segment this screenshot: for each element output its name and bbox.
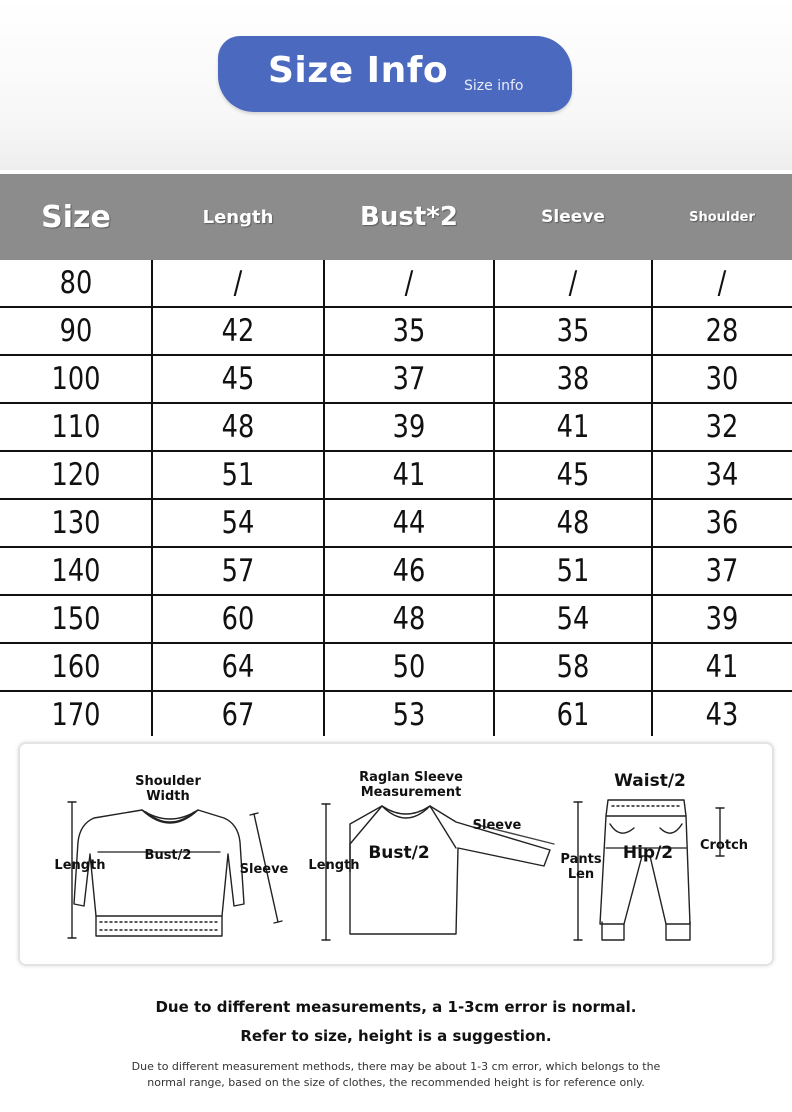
table-cell: 60 bbox=[221, 601, 255, 637]
table-cell: 54 bbox=[556, 601, 590, 637]
table-cell: 41 bbox=[556, 409, 590, 445]
table-cell: 67 bbox=[221, 697, 255, 733]
column-divider bbox=[151, 260, 153, 736]
label-bust: Bust/2 bbox=[144, 848, 192, 863]
column-divider bbox=[493, 260, 495, 736]
label-raglan-bust: Bust/2 bbox=[368, 843, 430, 863]
table-cell: 48 bbox=[221, 409, 255, 445]
table-cell: 58 bbox=[556, 649, 590, 685]
column-header-sleeve: Sleeve bbox=[541, 207, 605, 227]
label-raglan-length: Length bbox=[308, 858, 360, 873]
table-cell: 150 bbox=[51, 601, 101, 637]
table-cell: 46 bbox=[392, 553, 426, 589]
page-title: Size Info bbox=[268, 50, 449, 91]
label-raglan-sleeve: Raglan Sleeve Measurement bbox=[359, 770, 463, 800]
table-cell: 45 bbox=[556, 457, 590, 493]
table-row bbox=[0, 260, 792, 308]
table-cell: 51 bbox=[556, 553, 590, 589]
table-cell: 61 bbox=[556, 697, 590, 733]
fine-print: Due to different measurement methods, there may be about 1-3 cm error, which belongs to the normal range, based on the size of clothes, the recommended height is for reference only. bbox=[131, 1060, 661, 1089]
table-cell: 100 bbox=[51, 361, 101, 397]
label-waist: Waist/2 bbox=[614, 771, 686, 791]
table-cell: 48 bbox=[556, 505, 590, 541]
table-cell: 41 bbox=[392, 457, 426, 493]
table-cell: 130 bbox=[51, 505, 101, 541]
table-cell: 53 bbox=[392, 697, 426, 733]
column-divider bbox=[651, 260, 653, 736]
label-raglan-sleeve-length: Sleeve bbox=[472, 818, 522, 833]
table-cell: 90 bbox=[59, 313, 93, 349]
table-row bbox=[0, 692, 792, 736]
table-row bbox=[0, 356, 792, 404]
table-cell: 36 bbox=[705, 505, 739, 541]
table-cell: 34 bbox=[705, 457, 739, 493]
column-header-length: Length bbox=[202, 206, 274, 228]
table-cell: 44 bbox=[392, 505, 426, 541]
table-cell: 39 bbox=[705, 601, 739, 637]
table-header bbox=[0, 174, 792, 260]
table-cell: 32 bbox=[705, 409, 739, 445]
table-row bbox=[0, 308, 792, 356]
table-cell: / bbox=[404, 265, 414, 301]
table-cell: 160 bbox=[51, 649, 101, 685]
table-cell: 42 bbox=[221, 313, 255, 349]
table-cell: 35 bbox=[556, 313, 590, 349]
table-cell: 110 bbox=[51, 409, 101, 445]
table-cell: 54 bbox=[221, 505, 255, 541]
label-length: Length bbox=[54, 858, 106, 873]
page-subtitle: Size info bbox=[464, 78, 524, 94]
table-cell: / bbox=[568, 265, 578, 301]
table-cell: 51 bbox=[221, 457, 255, 493]
label-pants-length: Pants Len bbox=[560, 852, 602, 882]
table-cell: 50 bbox=[392, 649, 426, 685]
table-row bbox=[0, 452, 792, 500]
table-cell: 48 bbox=[392, 601, 426, 637]
label-hip: Hip/2 bbox=[622, 843, 674, 863]
table-cell: 38 bbox=[556, 361, 590, 397]
table-cell: 170 bbox=[51, 697, 101, 733]
measurement-diagram-panel bbox=[18, 742, 774, 966]
error-note: Due to different measurements, a 1-3cm error is normal. bbox=[155, 998, 637, 1016]
table-cell: 41 bbox=[705, 649, 739, 685]
table-row bbox=[0, 404, 792, 452]
table-cell: 64 bbox=[221, 649, 255, 685]
column-header-size: Size bbox=[41, 199, 111, 235]
table-row bbox=[0, 644, 792, 692]
label-sleeve: Sleeve bbox=[239, 862, 289, 877]
table-cell: / bbox=[717, 265, 727, 301]
column-header-shoulder: Shoulder bbox=[689, 209, 755, 225]
height-note: Refer to size, height is a suggestion. bbox=[240, 1027, 552, 1045]
table-cell: 35 bbox=[392, 313, 426, 349]
table-row bbox=[0, 500, 792, 548]
table-row bbox=[0, 596, 792, 644]
table-cell: 120 bbox=[51, 457, 101, 493]
label-crotch: Crotch bbox=[699, 838, 749, 853]
column-header-bust: Bust*2 bbox=[360, 202, 458, 232]
table-cell: 57 bbox=[221, 553, 255, 589]
table-cell: 37 bbox=[392, 361, 426, 397]
table-row bbox=[0, 548, 792, 596]
table-cell: 37 bbox=[705, 553, 739, 589]
size-table-body bbox=[0, 260, 792, 736]
title-banner bbox=[218, 36, 572, 112]
table-cell: 39 bbox=[392, 409, 426, 445]
label-shoulder-width: Shoulder Width bbox=[135, 774, 201, 804]
table-cell: / bbox=[233, 265, 243, 301]
table-cell: 80 bbox=[59, 265, 93, 301]
table-cell: 140 bbox=[51, 553, 101, 589]
table-cell: 43 bbox=[705, 697, 739, 733]
column-divider bbox=[323, 260, 325, 736]
table-cell: 45 bbox=[221, 361, 255, 397]
table-cell: 28 bbox=[705, 313, 739, 349]
table-cell: 30 bbox=[705, 361, 739, 397]
